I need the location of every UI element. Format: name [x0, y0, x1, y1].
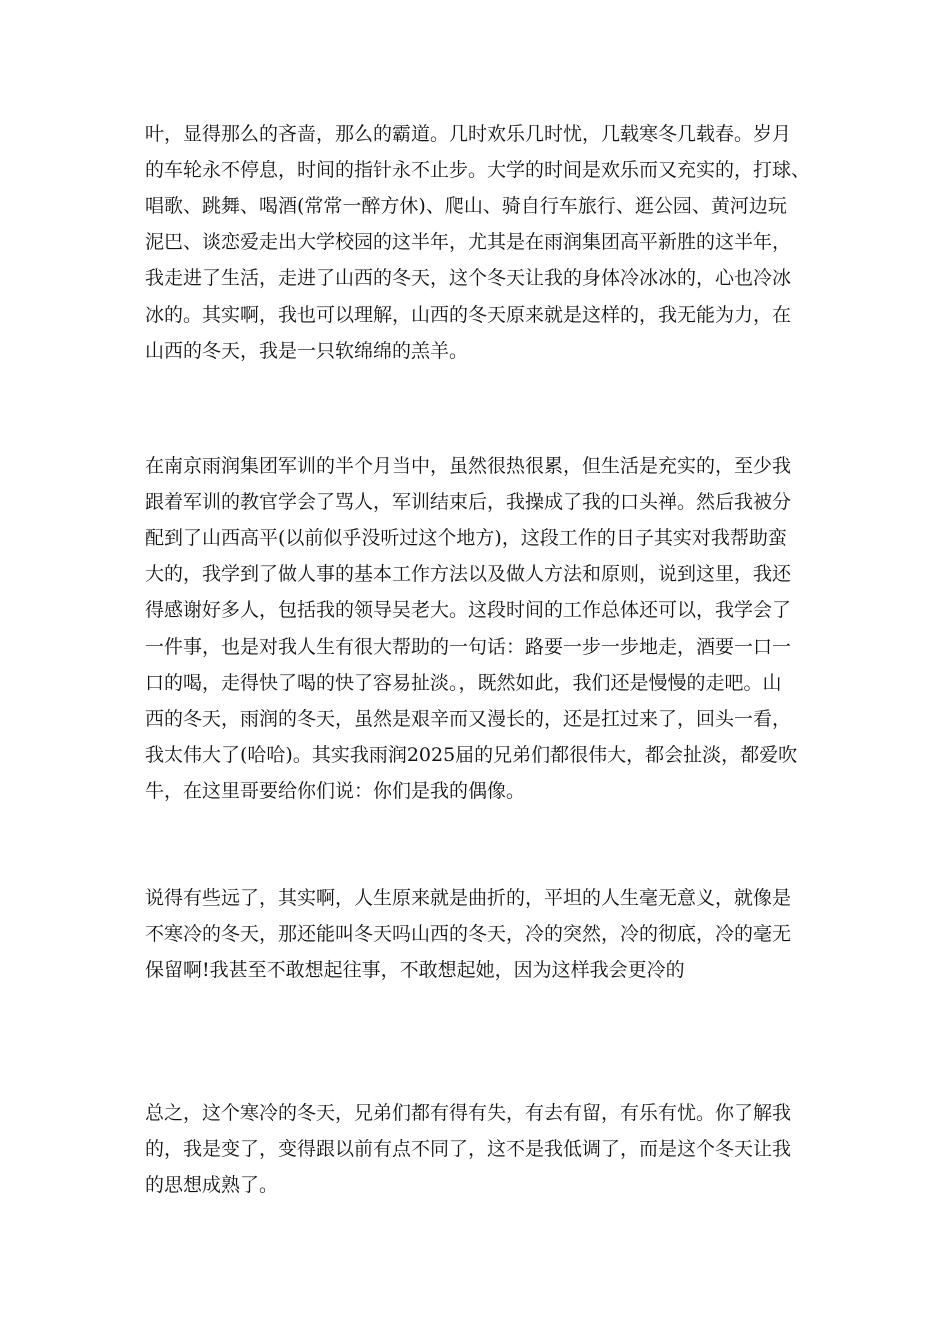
- text-line: 牛，在这里哥要给你们说：你们是我的偶像。: [145, 780, 526, 802]
- text-line: 的车轮永不停息，时间的指针永不止步。大学的时间是欢乐而又充实的，打球、: [145, 159, 811, 181]
- text-line: 口的喝，走得快了喝的快了容易扯淡。，既然如此，我们还是慢慢的走吧。山: [145, 672, 782, 694]
- text-line: 总之，这个寒冷的冬天，兄弟们都有得有失，有去有留，有乐有忧。你了解我: [145, 1102, 792, 1124]
- text-line: 我走进了生活，走进了山西的冬天，这个冬天让我的身体冷冰冰的，心也冷冰: [145, 267, 792, 289]
- text-line: 的思想成熟了。: [145, 1174, 279, 1196]
- text-line: 得感谢好多人，包括我的领导吴老大。这段时间的工作总体还可以，我学会了: [145, 599, 792, 621]
- text-line: 不寒冷的冬天，那还能叫冬天吗山西的冬天，冷的突然，冷的彻底，冷的毫无: [145, 923, 792, 945]
- text-line: 泥巴、谈恋爱走出大学校园的这半年，尤其是在雨润集团高平新胜的这半年，: [145, 231, 792, 253]
- text-line: 配到了山西高平(以前似乎没听过这个地方)，这段工作的日子其实对我帮助蛮: [145, 527, 787, 549]
- text-line: 唱歌、跳舞、喝酒(常常一醉方休)、爬山、骑自行车旅行、逛公园、黄河边玩: [145, 195, 787, 217]
- text-line: 大的，我学到了做人事的基本工作方法以及做人方法和原则，说到这里，我还: [145, 563, 792, 585]
- text-line: 的，我是变了，变得跟以前有点不同了，这不是我低调了，而是这个冬天让我: [145, 1138, 792, 1160]
- text-line: 山西的冬天，我是一只软绵绵的羔羊。: [145, 340, 469, 362]
- text-line: 西的冬天，雨润的冬天，虽然是艰辛而又漫长的，还是扛过来了，回头一看，: [145, 708, 792, 730]
- text-line: 一件事，也是对我人生有很大帮助的一句话：路要一步一步地走，酒要一口一: [145, 636, 792, 658]
- text-line: 保留啊!我甚至不敢想起往事，不敢想起她，因为这样我会更冷的: [145, 959, 685, 981]
- text-line: 跟着军训的教官学会了骂人，军训结束后，我操成了我的口头禅。然后我被分: [145, 491, 792, 513]
- text-line: 我太伟大了(哈哈)。其实我雨润2025届的兄弟们都很伟大，都会扯淡，都爱吹: [145, 744, 798, 766]
- text-line: 说得有些远了，其实啊，人生原来就是曲折的，平坦的人生毫无意义，就像是: [145, 887, 792, 909]
- text-line: 在南京雨润集团军训的半个月当中，虽然很热很累，但生活是充实的，至少我: [145, 455, 792, 477]
- text-line: 冰的。其实啊，我也可以理解，山西的冬天原来就是这样的，我无能为力，在: [145, 304, 792, 326]
- text-line: 叶，显得那么的吝啬，那么的霸道。几时欢乐几时忧，几载寒冬几载春。岁月: [145, 123, 792, 145]
